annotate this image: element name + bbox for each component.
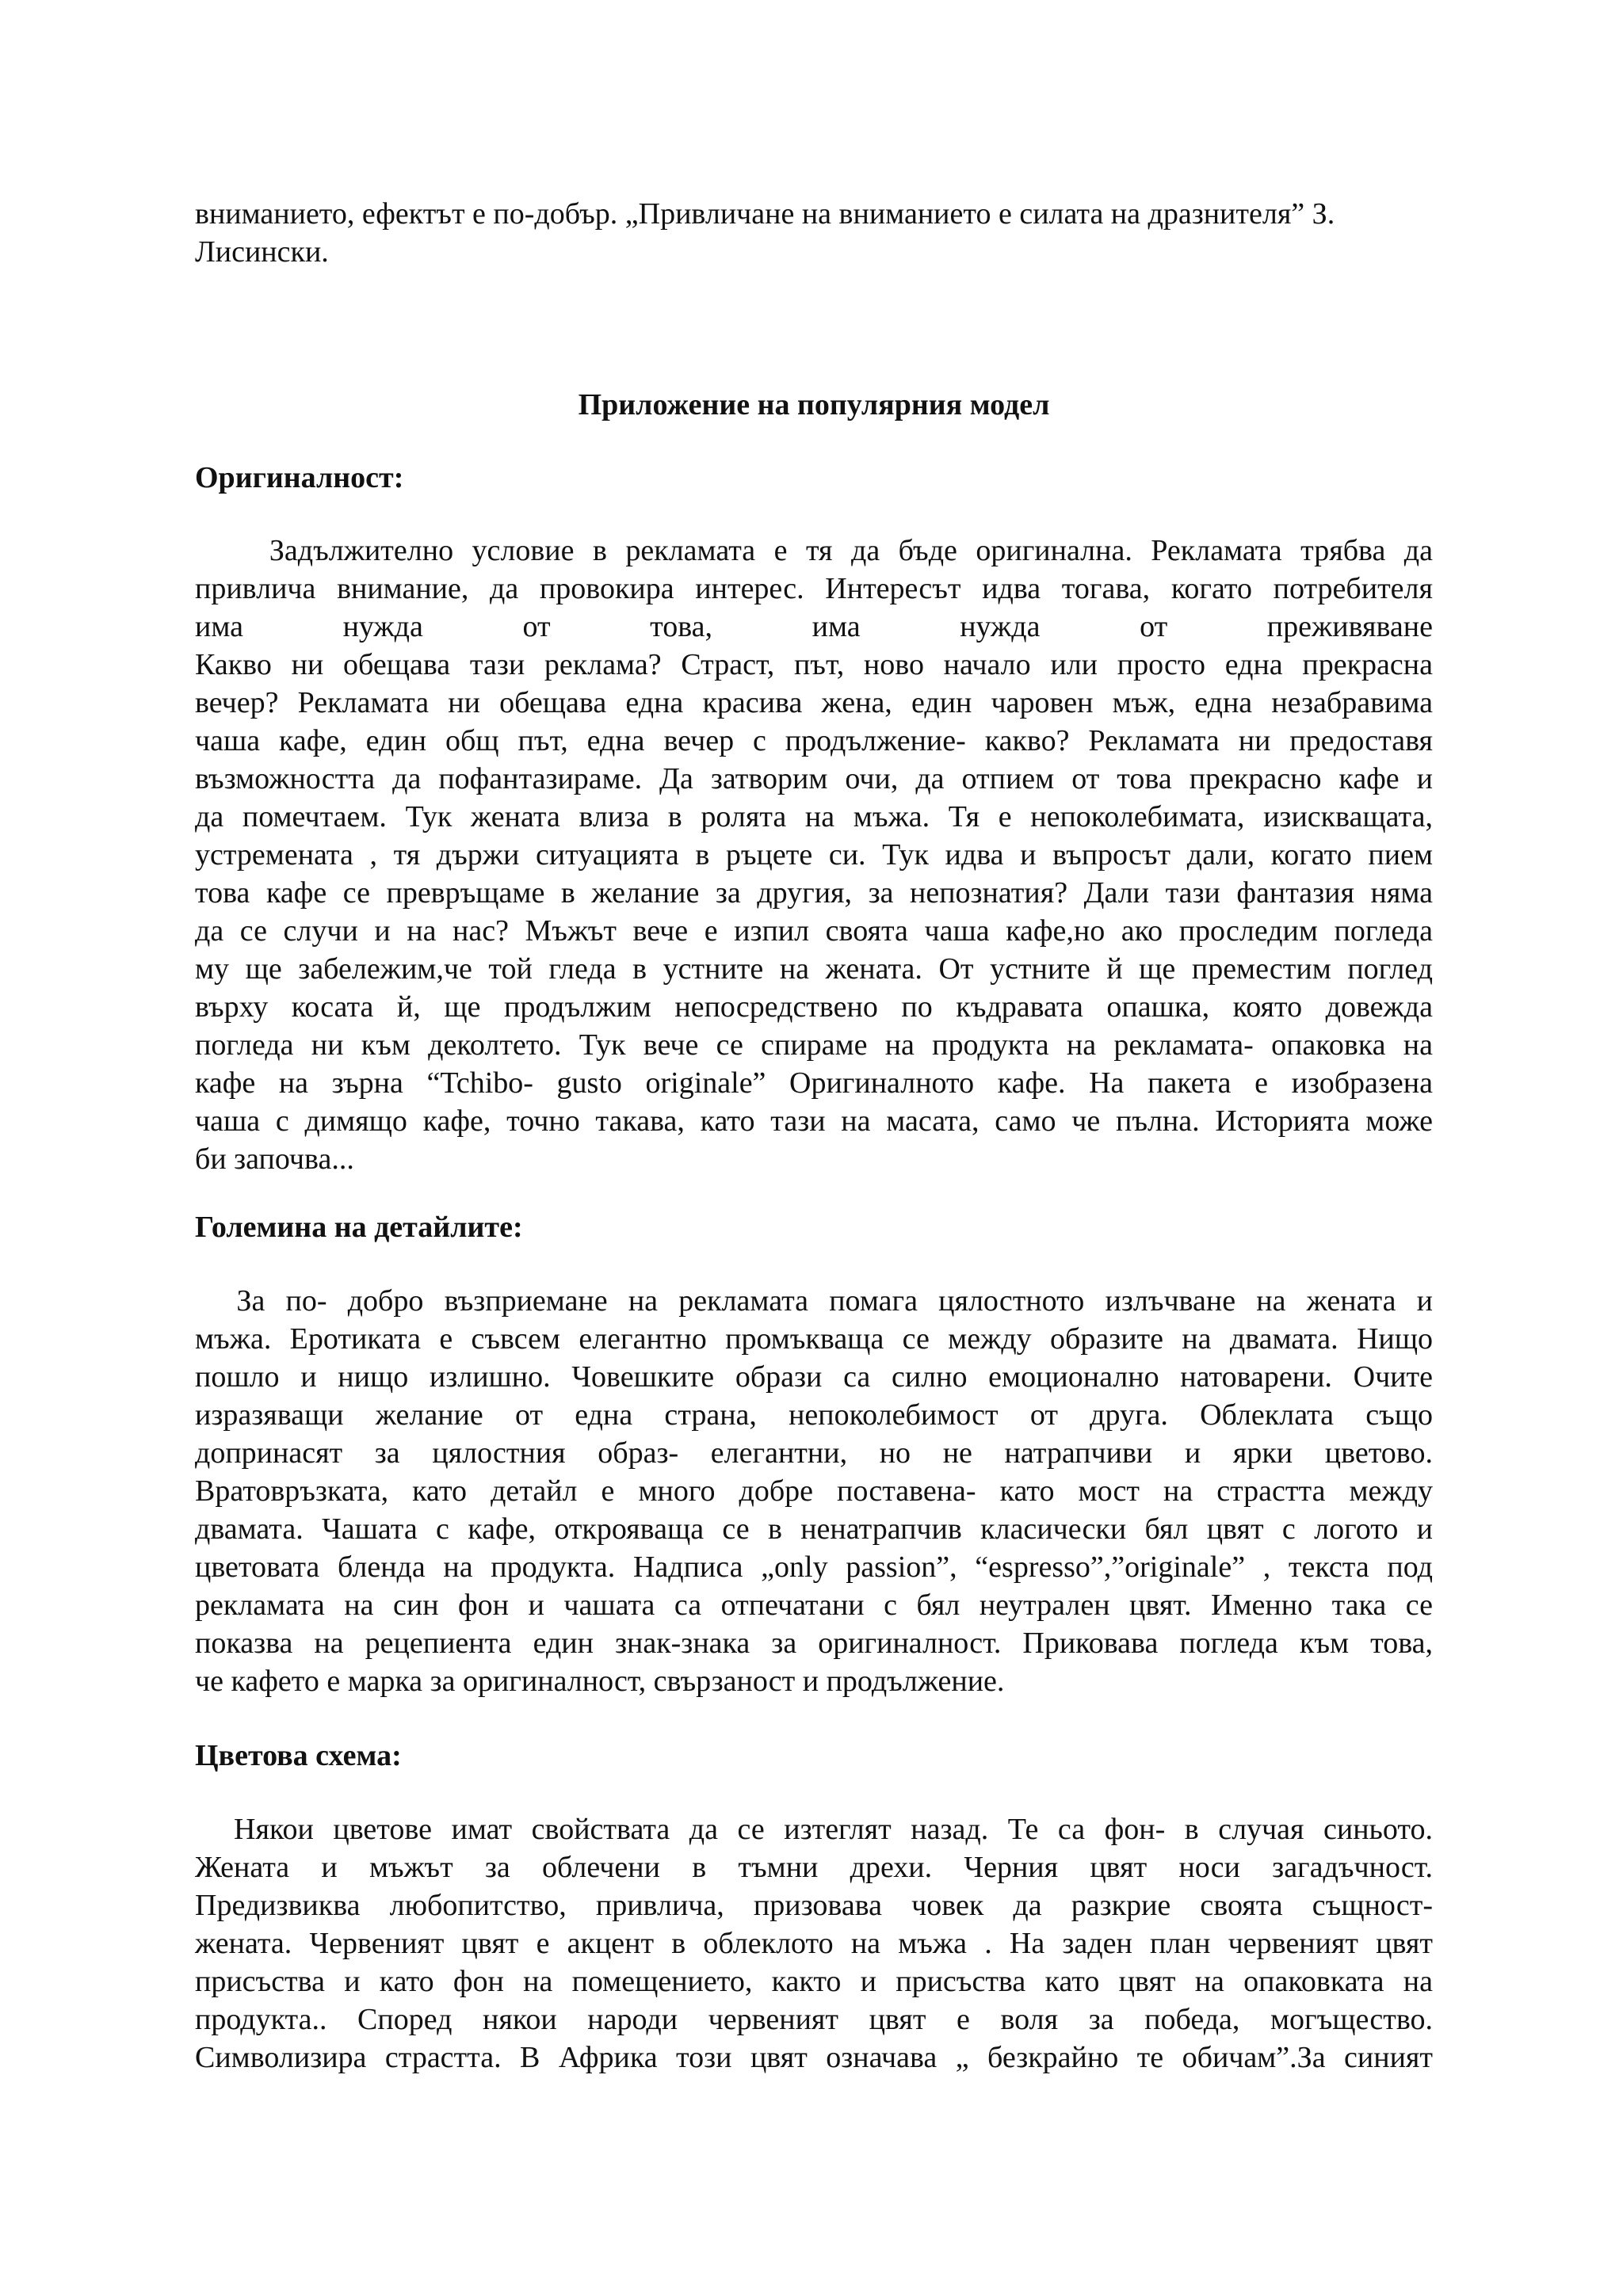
text-line: продукта.. Според някои народи червеният цвят е воля за победа, могъщество. (195, 2003, 1433, 2036)
text-line: жената. Червеният цвят е акцент в облеклото на мъжа . На заден план червеният цвят (195, 1927, 1433, 1960)
text-line: че кафето е марка за оригиналност, свързаност и продължение. (195, 1665, 1005, 1698)
text-line: присъства и като фон на помещението, както и присъства като цвят на опаковката на (195, 1965, 1433, 1998)
heading-originality: Оригиналност: (195, 461, 404, 494)
text-line: цветовата бленда на продукта. Надписа „only passion”, “espresso”,”originale” , текста под (195, 1550, 1433, 1584)
intro-paragraph (195, 195, 1433, 271)
text-line: да се случи и на нас? Мъжът вече е изпил своята чаша кафе,но ако проследим погледа (195, 914, 1433, 948)
intro-line-2: Лисински. (195, 235, 329, 269)
heading-detail-size: Големина на детайлите: (195, 1211, 523, 1244)
text-line: показва на рецепиента един знак-знака за оригиналност. Приковава погледа към това, (195, 1627, 1433, 1660)
text-line: Символизира страстта. В Африка този цвят означава „ безкрайно те обичам”.За синият (195, 2041, 1433, 2074)
text-line: двамата. Чашата с кафе, открояваща се в ненатрапчив класически бял цвят с логото и (195, 1512, 1433, 1546)
text-line: Предизвиква любопитство, привлича, призовава човек да разкрие своята същност- (195, 1889, 1433, 1922)
text-line: му ще забележим,че той гледа в устните на жената. От устните й ще преместим поглед (195, 952, 1433, 986)
text-line: да помечтаем. Тук жената влиза в ролята на мъжа. Тя е непоколебимата, изискващата, (195, 800, 1433, 833)
text-line: чаша с димящо кафе, точно такава, като тази на масата, само че пълна. Историята може (195, 1104, 1433, 1138)
paragraph-color-scheme (195, 1810, 1433, 2077)
text-line: мъжа. Еротиката е съвсем елегантно промъкваща се между образите на двамата. Нищо (195, 1322, 1433, 1356)
text-line: това кафе се превръщаме в желание за другия, за непознатия? Дали тази фантазия няма (195, 876, 1433, 910)
text-line: Жената и мъжът за облечени в тъмни дрехи. Черния цвят носи загадъчност. (195, 1851, 1433, 1884)
text-line: изразяващи желание от една страна, непоколебимост от друга. Облеклата също (195, 1398, 1433, 1432)
text-line: Някои цветове имат свойствата да се изтеглят назад. Те са фон- в случая синьото. (195, 1813, 1433, 1846)
text-line: възможността да пофантазираме. Да затворим очи, да отпием от това прекрасно кафе и (195, 762, 1433, 795)
heading-color-scheme: Цветова схема: (195, 1739, 402, 1772)
text-line: вечер? Рекламата ни обещава една красива жена, един чаровен мъж, една незабравима (195, 686, 1433, 719)
text-line: погледа ни към деколтето. Тук вече се спираме на продукта на рекламата- опаковка на (195, 1028, 1433, 1062)
intro-line-1: вниманието, ефектът е по-добър. „Привличане на вниманието е силата на дразнителя” З. (195, 197, 1335, 231)
paragraph-originality (195, 532, 1433, 1178)
text-line: Задължително условие в рекламата е тя да бъде оригинална. Рекламата трябва да (195, 534, 1433, 567)
text-line: За по- добро възприемане на рекламата помага цялостното излъчване на жената и (195, 1284, 1433, 1318)
text-line: пошло и нищо излишно. Човешките образи са силно емоционално натоварени. Очите (195, 1360, 1433, 1394)
text-line: Вратовръзката, като детайл е много добре поставена- като мост на страстта между (195, 1474, 1433, 1508)
section-title: Приложение на популярния модел (578, 388, 1050, 421)
text-line: рекламата на син фон и чашата са отпечатани с бял неутрален цвят. Именно така се (195, 1589, 1433, 1622)
text-line: кафе на зърна “Tchibo- gusto originale” Оригиналното кафе. На пакета е изобразена (195, 1066, 1433, 1100)
text-line: има нужда от това, има нужда от преживяване (195, 610, 1433, 643)
paragraph-detail-size (195, 1282, 1433, 1700)
text-line: устремената , тя държи ситуацията в ръцете си. Тук идва и въпросът дали, когато пием (195, 838, 1433, 871)
text-line: чаша кафе, един общ път, една вечер с продължение- какво? Рекламата ни предоставя (195, 724, 1433, 757)
text-line: привлича внимание, да провокира интерес. Интересът идва тогава, когато потребителя (195, 572, 1433, 605)
text-line: върху косата й, ще продължим непосредствено по къдравата опашка, която довежда (195, 990, 1433, 1024)
text-line: Какво ни обещава тази реклама? Страст, път, ново начало или просто една прекрасна (195, 648, 1433, 681)
text-line: допринасят за цялостния образ- елегантни, но не натрапчиви и ярки цветово. (195, 1436, 1433, 1470)
text-line: би започва... (195, 1142, 354, 1176)
